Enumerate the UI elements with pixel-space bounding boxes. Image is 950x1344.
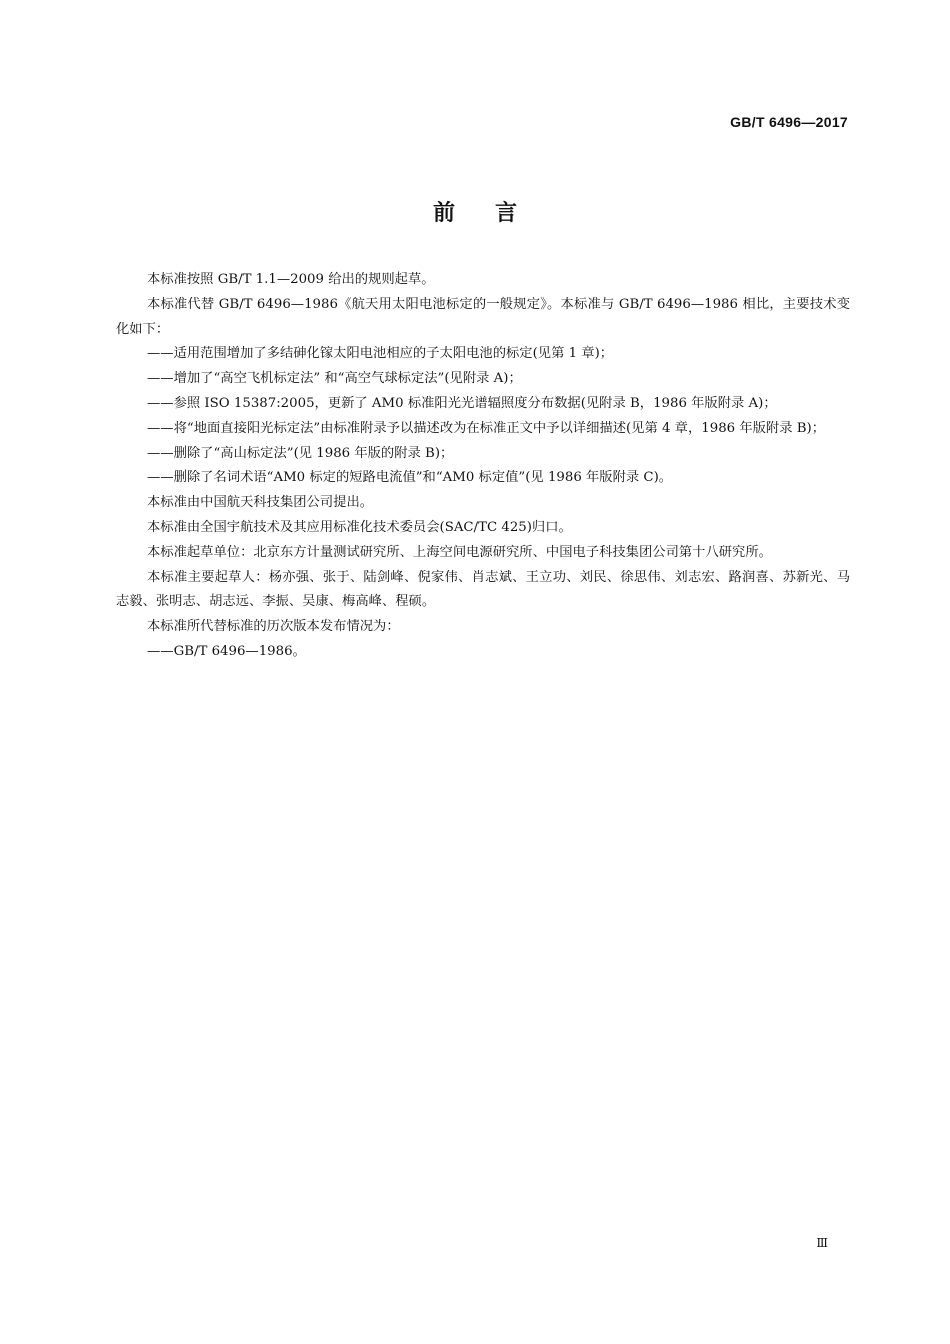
standard-code: GB/T 6496—2017 [730,114,848,130]
history-item: ——GB/T 6496—1986。 [147,643,306,659]
paragraph-drafting-rules: 本标准按照 GB/T 1.1—2009 给出的规则起草。 [147,272,435,287]
paragraph-drafting-units: 本标准起草单位：北京东方计量测试研究所、上海空间电源研究所、中国电子科技集团公司第十八研究所。 [147,544,772,560]
paragraph-history: 本标准所代替标准的历次版本发布情况为： [147,619,400,635]
change-item: ——删除了名词术语“AM0 标定的短路电流值”和“AM0 标定值”(见 1986 年版附录 C)。 [147,470,673,486]
change-item: ——适用范围增加了多结砷化镓太阳电池相应的子太阳电池的标定(见第 1 章)； [147,346,614,362]
change-item: ——将“地面直接阳光标定法”由标准附录予以描述改为在标准正文中予以详细描述(见第 4 章，1986 年版附录 B)； [147,420,826,436]
document-body [116,268,850,665]
paragraph-centralized-by: 本标准由全国宇航技术及其应用标准化技术委员会(SAC/TC 425)归口。 [147,519,572,535]
page-number: Ⅲ [816,1236,828,1250]
paragraph-drafters: 本标准主要起草人：杨亦强、张于、陆剑峰、倪家伟、肖志斌、王立功、刘民、徐思伟、刘志宏、路润喜、苏新光、马志毅、张明志、胡志远、李振、吴康、梅高峰、程硕。 [116,569,850,610]
page-title: 前言 [432,201,557,226]
change-item: ——删除了“高山标定法”(见 1986 年版的附录 B)； [147,445,454,461]
paragraph-replaces: 本标准代替 GB/T 6496—1986《航天用太阳电池标定的一般规定》。本标准与 GB/T 6496—1986 相比，主要技术变化如下： [116,296,850,337]
change-item: ——增加了“高空飞机标定法” 和“高空气球标定法”(见附录 A)； [147,371,522,387]
change-item: ——参照 ISO 15387:2005，更新了 AM0 标准阳光光谱辐照度分布数据(见附录 B，1986 年版附录 A)； [147,395,777,411]
paragraph-proposed-by: 本标准由中国航天科技集团公司提出。 [147,495,374,511]
